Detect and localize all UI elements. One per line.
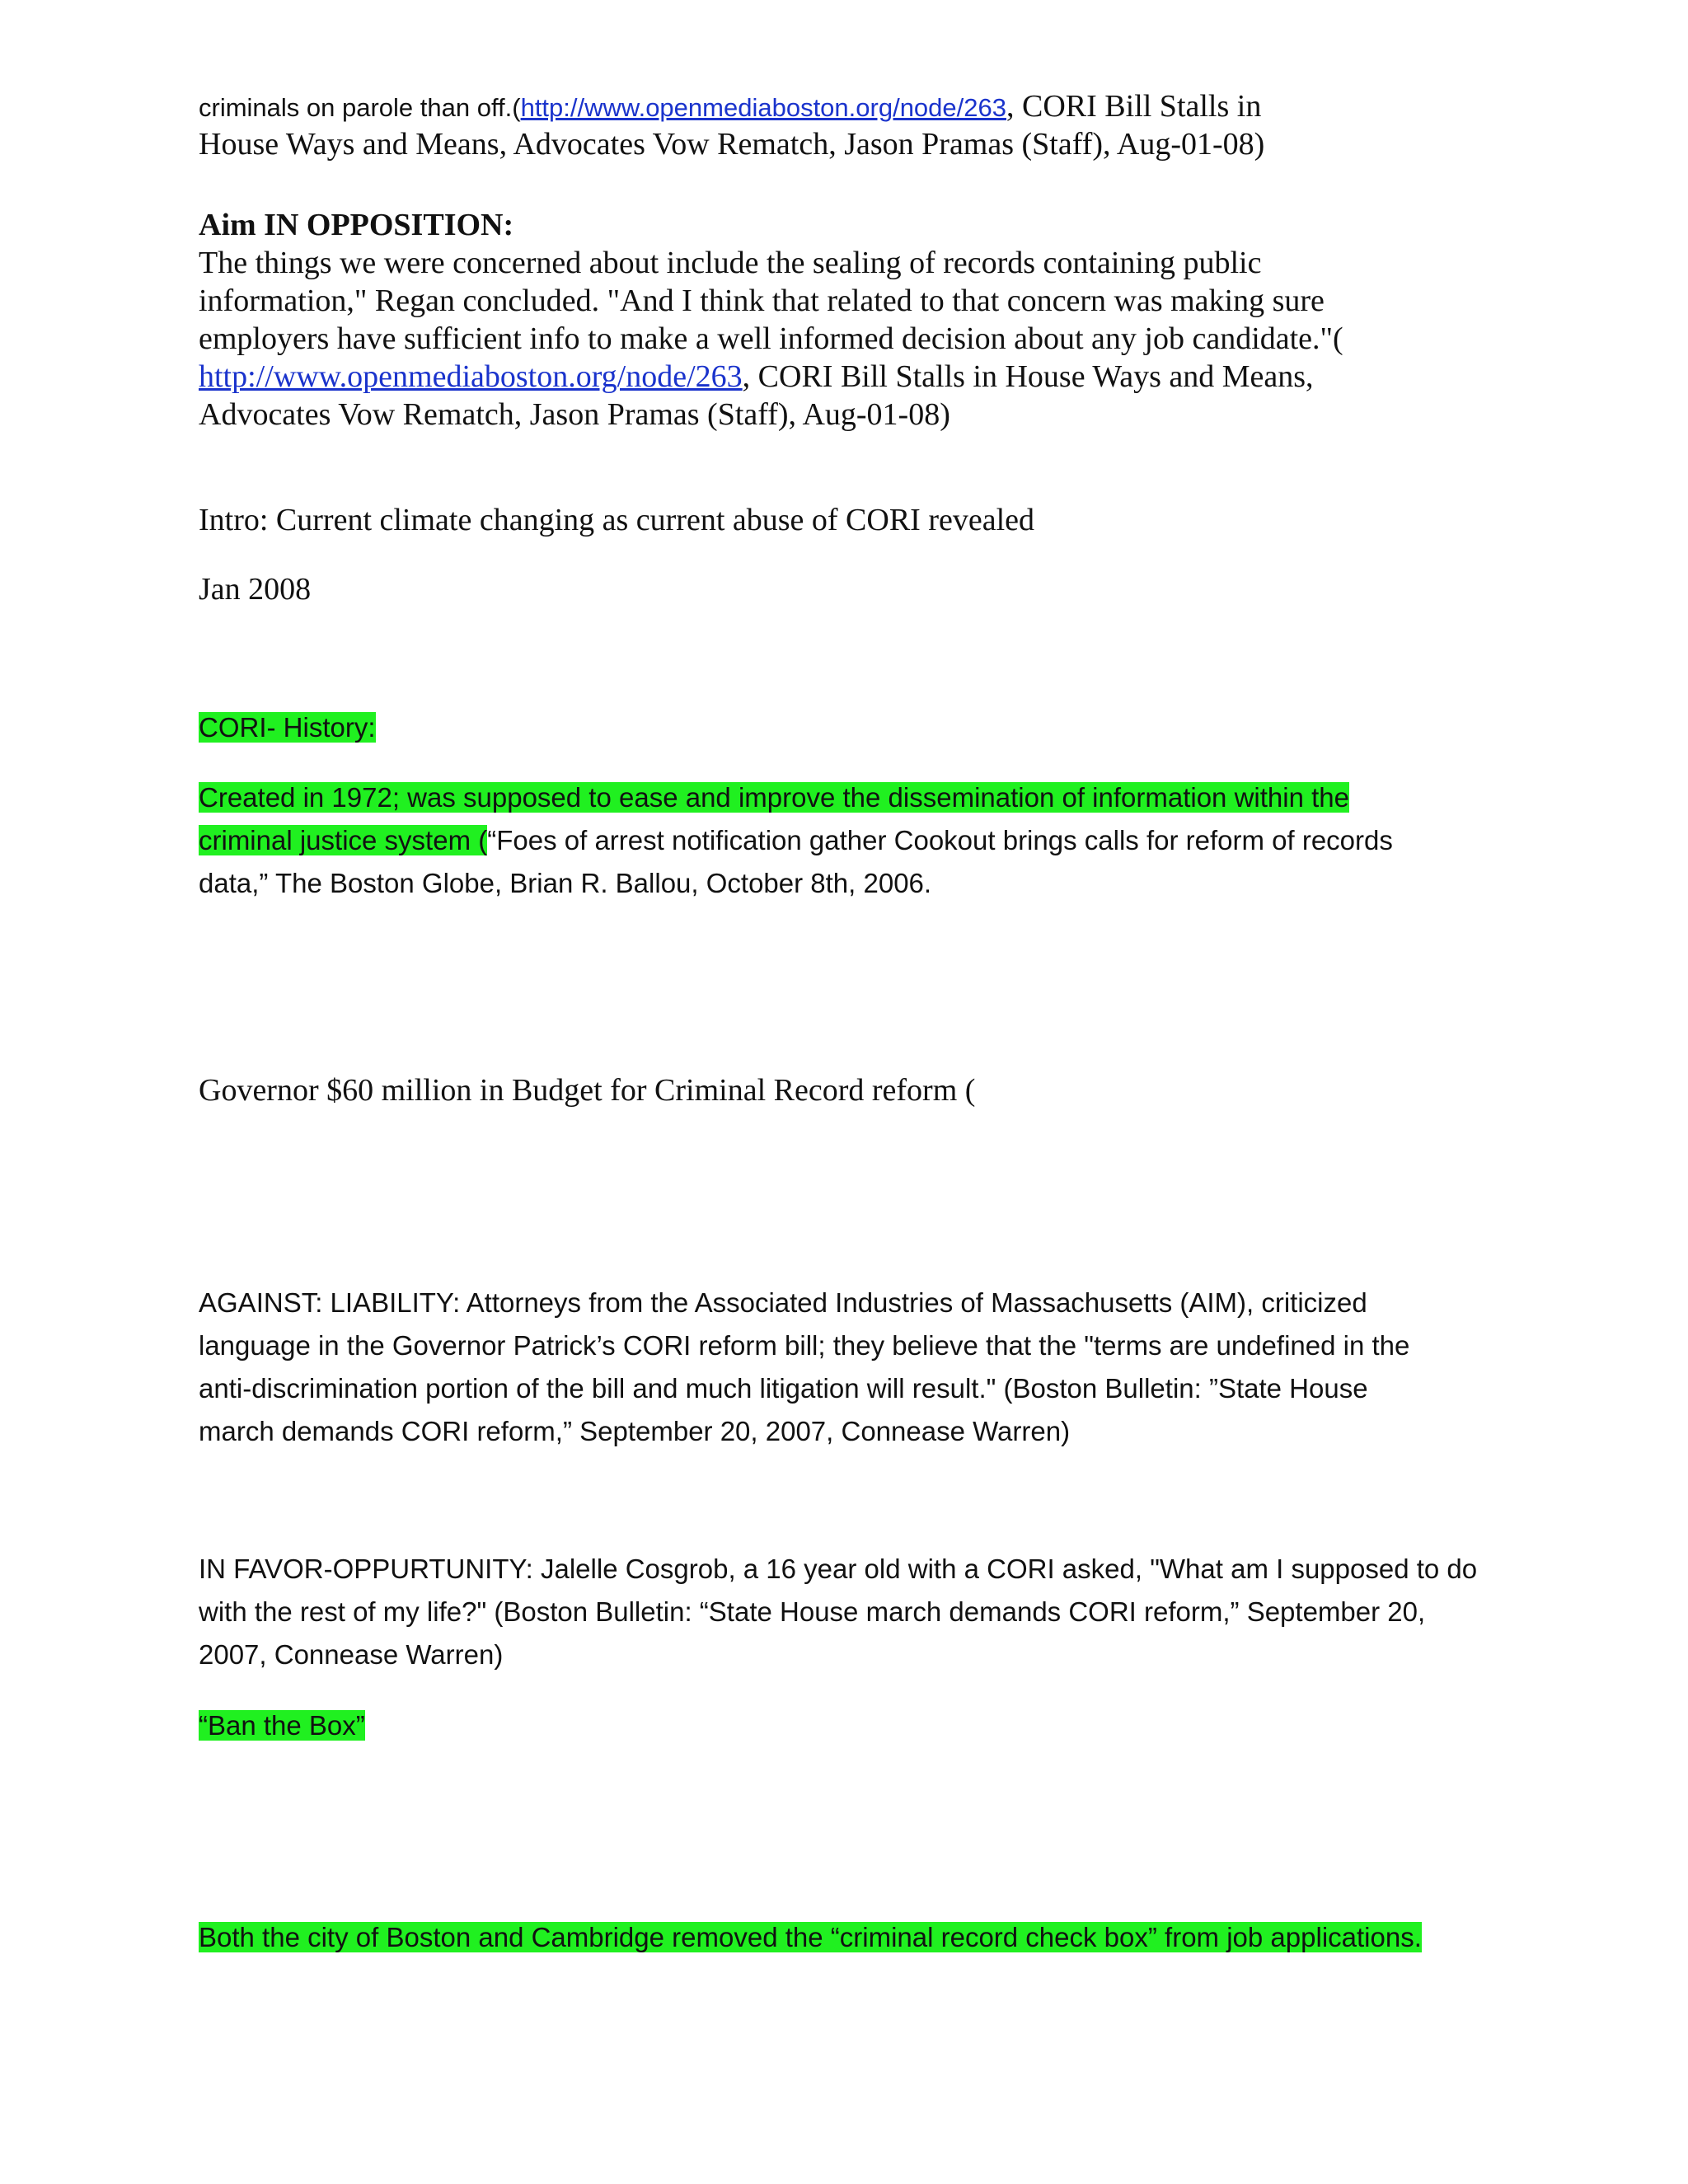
against-line-3: anti-discrimination portion of the bill and much litigation will result." (Boston Bulletin: ”State House: [199, 1373, 1368, 1404]
governor-text: Governor $60 million in Budget for Criminal Record reform (: [199, 1073, 976, 1108]
aim-opposition-line-3: employers have sufficient info to make a well informed decision about any job candidate."(: [199, 321, 1343, 356]
cori-history-body: [199, 776, 1393, 905]
aim-opposition-link-tail: , CORI Bill Stalls in House Ways and Means,: [742, 359, 1314, 394]
cori-history-line-3: data,” The Boston Globe, Brian R. Ballou, October 8th, 2006.: [199, 868, 932, 898]
ban-the-box-heading: “Ban the Box”: [199, 1710, 365, 1741]
cori-history-line-2-rest: “Foes of arrest notification gather Cookout brings calls for reform of records: [487, 825, 1393, 855]
intro-date-block: [199, 570, 311, 608]
cori-history-heading: CORI- History:: [199, 712, 376, 743]
cori-history-line-1: Created in 1972; was supposed to ease and improve the dissemination of information within the: [199, 782, 1349, 813]
in-favor-line-3: 2007, Connease Warren): [199, 1639, 504, 1670]
aim-opposition-section: [199, 206, 1343, 434]
aim-opposition-line-2: information," Regan concluded. "And I think that related to that concern was making sure: [199, 284, 1325, 318]
citation-lead-text: criminals on parole than off.(: [199, 93, 521, 122]
citation-tail-2: House Ways and Means, Advocates Vow Rematch, Jason Pramas (Staff), Aug-01-08): [199, 127, 1265, 162]
aim-opposition-heading: Aim IN OPPOSITION:: [199, 208, 514, 242]
aim-opposition-last-line: Advocates Vow Rematch, Jason Pramas (Staff), Aug-01-08): [199, 397, 950, 432]
in-favor-line-1: IN FAVOR-OPPURTUNITY: Jalelle Cosgrob, a 16 year old with a CORI asked, "What am I supposed to do: [199, 1554, 1478, 1584]
ban-the-box-text: Both the city of Boston and Cambridge removed the “criminal record check box” from job applications.: [199, 1922, 1422, 1952]
top-citation: [199, 87, 1264, 163]
citation-tail-1: , CORI Bill Stalls in: [1006, 89, 1262, 124]
ban-the-box-heading-block: [199, 1704, 365, 1747]
intro-date: Jan 2008: [199, 572, 312, 607]
aim-opposition-line-1: The things we were concerned about include the sealing of records containing public: [199, 246, 1262, 280]
ban-the-box-text-block: [199, 1916, 1422, 1959]
intro-section: [199, 501, 1034, 539]
cori-history-line-2-highlight: criminal justice system (: [199, 825, 488, 855]
against-line-4: march demands CORI reform,” September 20, 2007, Connease Warren): [199, 1416, 1071, 1446]
against-line-2: language in the Governor Patrick’s CORI reform bill; they believe that the "terms are undefined in the: [199, 1330, 1410, 1361]
against-section: [199, 1282, 1409, 1453]
in-favor-section: [199, 1548, 1477, 1676]
in-favor-line-2: with the rest of my life?" (Boston Bulletin: “State House march demands CORI reform,” September 20,: [199, 1596, 1426, 1627]
cori-history-heading-block: [199, 706, 376, 749]
intro-text: Intro: Current climate changing as current abuse of CORI revealed: [199, 503, 1035, 537]
aim-opposition-link[interactable]: http://www.openmediaboston.org/node/263: [199, 359, 743, 394]
against-line-1: AGAINST: LIABILITY: Attorneys from the Associated Industries of Massachusetts (AIM), criticized: [199, 1287, 1367, 1318]
citation-link[interactable]: http://www.openmediaboston.org/node/263: [520, 93, 1006, 122]
governor-section: [199, 1071, 975, 1109]
